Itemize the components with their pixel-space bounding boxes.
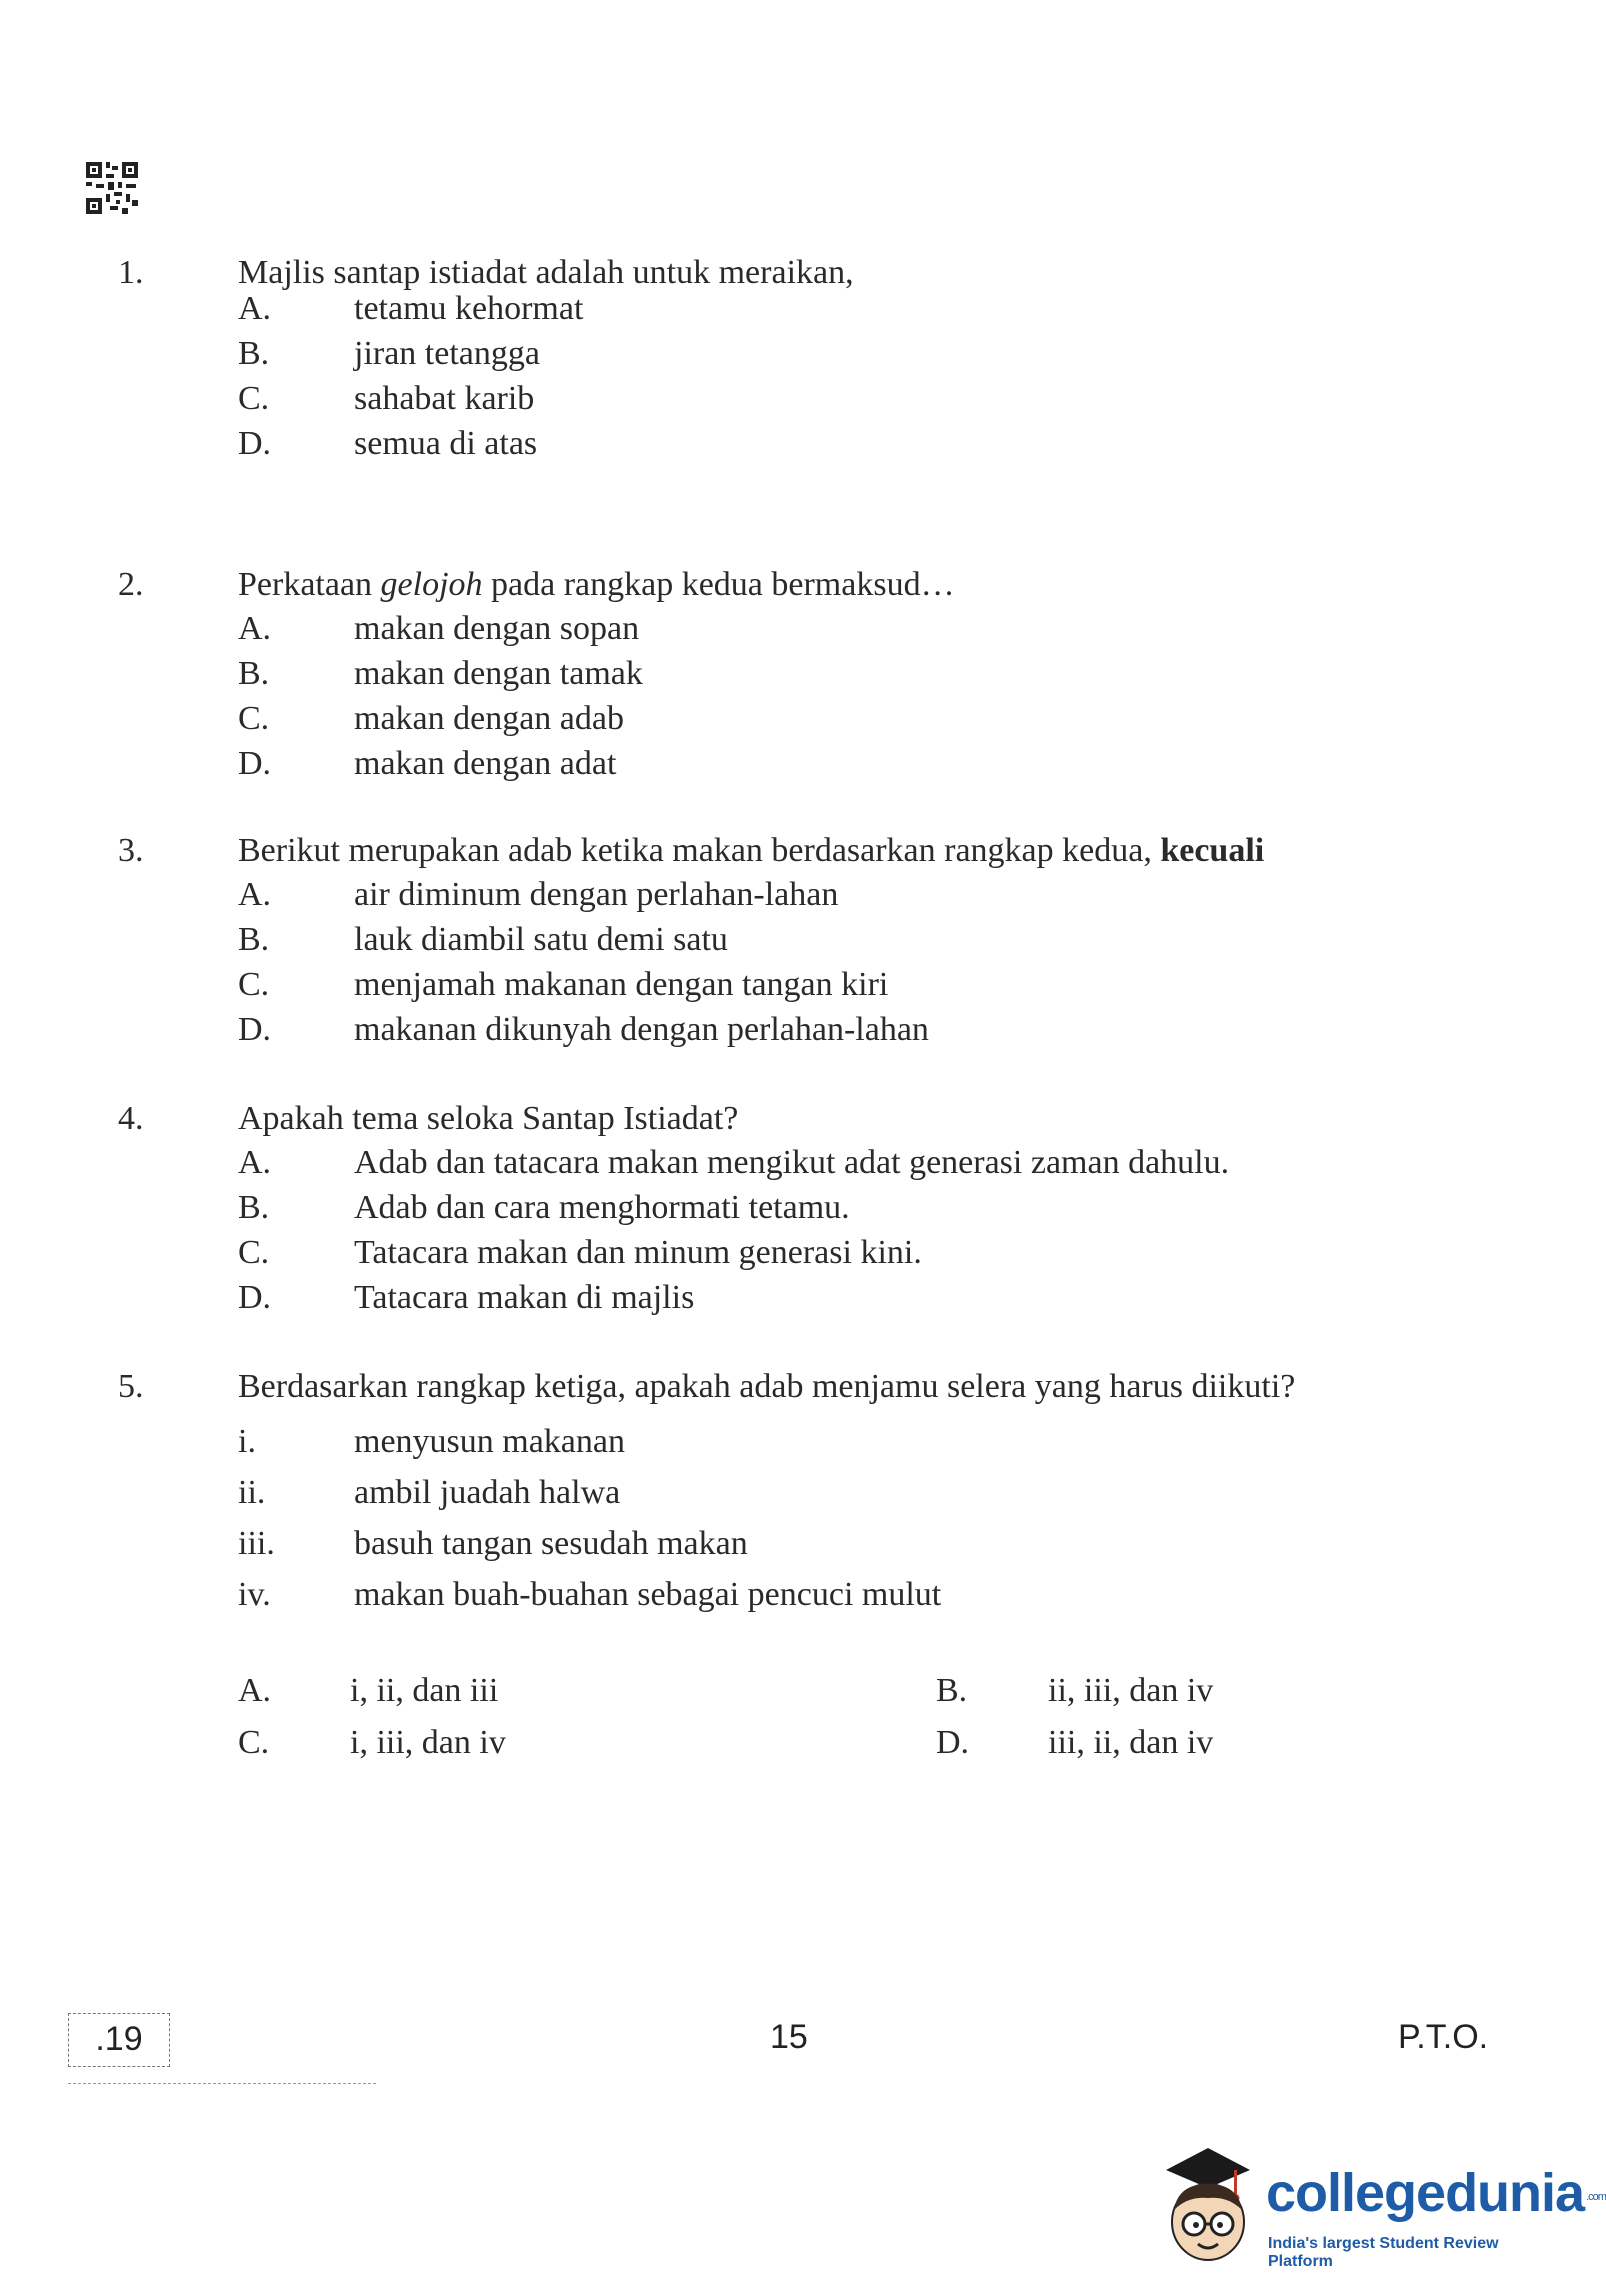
option-label: D. [238,1011,272,1048]
option-list [238,872,929,1052]
option-list [238,286,584,466]
option-label: D. [238,425,272,462]
option-label: D. [238,1279,272,1316]
question-stem: Berdasarkan rangkap ketiga, apakah adab menjamu selera yang harus diikuti? [238,1368,1296,1405]
option-text: makanan dikunyah dengan perlahan-lahan [354,1011,929,1048]
stem-bold-word: kecuali [1160,832,1265,869]
question-number: 4. [118,1100,144,1137]
statement-iii [238,1518,748,1569]
option-text: ii, iii, dan iv [1048,1672,1214,1709]
option-text: Tatacara makan dan minum generasi kini. [354,1234,922,1271]
statement-label: ii. [238,1474,266,1511]
option-text: makan dengan adat [354,745,617,782]
mascot-icon [1158,2140,1258,2270]
question-number: 5. [118,1368,144,1405]
option-label: D. [936,1724,970,1761]
logo-wordmark [1266,2162,1606,2224]
option-c [238,376,535,421]
option-d [238,1275,695,1320]
option-label: A. [238,1672,272,1709]
logo-tagline: India's largest Student Review Platform [1268,2235,1499,2270]
option-a [238,286,584,331]
option-label: A. [238,876,272,913]
option-label: D. [238,745,272,782]
option-text: jiran tetangga [354,335,540,372]
stem-text: Perkataan [238,566,381,603]
please-turn-over-label: P.T.O. [1398,2018,1489,2056]
question-number: 3. [118,832,144,869]
option-label: B. [936,1672,968,1709]
option-text: Adab dan tatacara makan mengikut adat generasi zaman dahulu. [354,1144,1230,1181]
option-label: C. [238,380,270,417]
option-text: lauk diambil satu demi satu [354,921,728,958]
option-text: i, ii, dan iii [350,1672,499,1709]
option-text: makan dengan sopan [354,610,640,647]
qr-code-icon [86,162,138,214]
statement-iv [238,1569,942,1620]
option-text: tetamu kehormat [354,290,584,327]
option-label: B. [238,1189,270,1226]
option-list [238,1140,1230,1320]
statement-text: basuh tangan sesudah makan [354,1525,748,1562]
question-stem [238,562,955,607]
question-stem: Majlis santap istiadat adalah untuk meraikan, [238,254,854,291]
statement-text: ambil juadah halwa [354,1474,621,1511]
option-text: sahabat karib [354,380,535,417]
option-b [238,651,643,696]
option-text: Adab dan cara menghormati tetamu. [354,1189,850,1226]
question-number: 2. [118,566,144,603]
option-label: C. [238,1724,270,1761]
statement-ii [238,1467,621,1518]
option-label: A. [238,610,272,647]
paper-code-box: .19 [68,2013,170,2067]
option-text: Tatacara makan di majlis [354,1279,695,1316]
question-stem [238,828,1264,873]
option-label: B. [238,921,270,958]
question-stem: Apakah tema seloka Santap Istiadat? [238,1100,739,1137]
statement-label: iii. [238,1525,275,1562]
option-c [238,696,624,741]
footer-divider [68,2083,376,2084]
option-label: A. [238,1144,272,1181]
statement-label: iv. [238,1576,271,1613]
option-text: semua di atas [354,425,538,462]
stem-text: pada rangkap kedua bermaksud… [482,566,955,603]
option-a [238,872,839,917]
option-label: C. [238,700,270,737]
option-b [238,1185,850,1230]
option-b [238,917,728,962]
option-text: makan dengan tamak [354,655,643,692]
option-label: C. [238,966,270,1003]
statement-text: makan buah-buahan sebagai pencuci mulut [354,1576,942,1613]
option-list [238,606,643,786]
option-label: B. [238,655,270,692]
option-a [238,1140,1230,1185]
statement-text: menyusun makanan [354,1423,625,1460]
collegedunia-logo [1158,2140,1606,2270]
stem-italic-word: gelojoh [380,566,483,603]
option-d [238,741,617,786]
option-d [238,421,538,466]
option-text: i, iii, dan iv [350,1724,506,1761]
option-text: makan dengan adab [354,700,624,737]
stem-text: Berikut merupakan adab ketika makan berdasarkan rangkap kedua, [238,832,1161,869]
logo-suffix: .com [1586,2190,1606,2203]
statement-list [238,1416,942,1620]
option-text: iii, ii, dan iv [1048,1724,1214,1761]
option-label: A. [238,290,272,327]
option-label: C. [238,1234,270,1271]
statement-label: i. [238,1423,256,1460]
option-a [238,606,640,651]
option-text: air diminum dengan perlahan-lahan [354,876,839,913]
logo-name: collegedunia [1266,2163,1585,2223]
question-number: 1. [118,254,144,291]
option-b [238,331,540,376]
option-text: menjamah makanan dengan tangan kiri [354,966,889,1003]
page-number: 15 [770,2018,808,2056]
option-d [238,1007,929,1052]
option-label: B. [238,335,270,372]
option-c [238,1230,922,1275]
option-c [238,962,889,1007]
statement-i [238,1416,625,1467]
